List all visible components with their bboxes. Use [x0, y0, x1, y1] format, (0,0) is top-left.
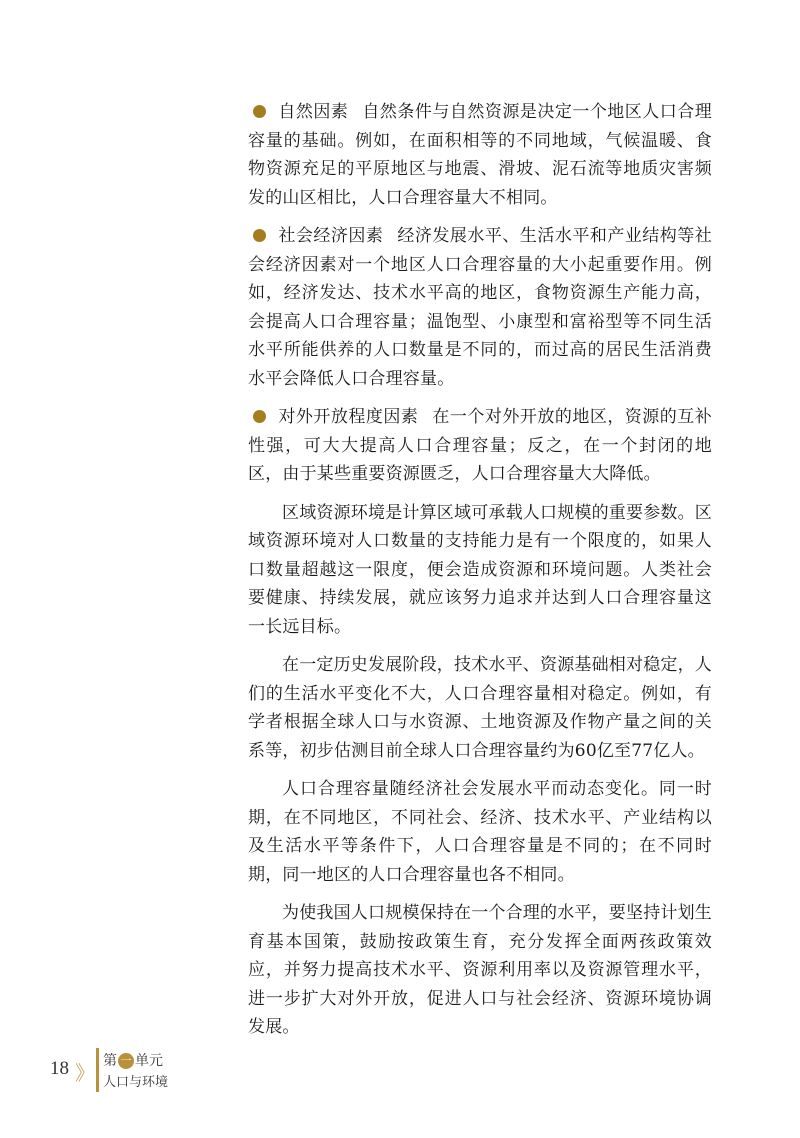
unit-suffix: 单元 — [135, 1053, 163, 1069]
bullet-paragraph-openness — [248, 403, 712, 489]
page-footer — [50, 1048, 250, 1092]
unit-prefix: 第 — [103, 1053, 117, 1069]
body-paragraph: 区域资源环境是计算区域可承载人口规模的重要参数。区域资源环境对人口数量的支持能力是有一个限度的，如果人口数量超越这一限度，便会造成资源和环境问题。人类社会要健康、持续发展，就应该努力追求并达到人口合理容量这一长远目标。 — [248, 502, 712, 637]
bullet-dot-icon — [253, 410, 266, 423]
page-body — [248, 98, 712, 1052]
footer-divider — [96, 1048, 99, 1092]
bullet-text: 在一个对外开放的地区，资源的互补性强，可大大提高人口合理容量；反之，在一个封闭的地区，由于某些重要资源匮乏，人口合理容量大大降低。 — [248, 407, 712, 484]
bullet-text: 经济发展水平、生活水平和产业结构等社会经济因素对一个地区人口合理容量的大小起重要作用。例如，经济发达、技术水平高的地区，食物资源生产能力高，会提高人口合理容量；温饱型、小康型和富裕型等不同生活水平所能供养的人口数量是不同的，而过高的居民生活消费水平会降低人口合理容量。 — [248, 226, 712, 389]
bullet-term: 社会经济因素 — [278, 226, 384, 246]
unit-label — [103, 1050, 163, 1070]
bullet-paragraph-socioeconomic — [248, 222, 712, 393]
page-number: 18 — [50, 1058, 69, 1079]
body-paragraph: 在一定历史发展阶段，技术水平、资源基础相对稳定，人们的生活水平变化不大，人口合理容量相对稳定。例如，有学者根据全球人口与水资源、土地资源及作物产量之间的关系等，初步估测目前全球人口合理容量约为60亿至77亿人。 — [248, 655, 712, 761]
unit-number-badge: 一 — [118, 1053, 134, 1069]
bullet-dot-icon — [253, 229, 266, 242]
bullet-term: 对外开放程度因素 — [278, 407, 419, 427]
bullet-term: 自然因素 — [278, 102, 349, 122]
unit-title: 人口与环境 — [103, 1075, 169, 1090]
bullet-text: 自然条件与自然资源是决定一个地区人口合理容量的基础。例如，在面积相等的不同地域，气候温暖、食物资源充足的平原地区与地震、滑坡、泥石流等地质灾害频发的山区相比，人口合理容量大不相同。 — [248, 102, 712, 208]
bullet-paragraph-natural — [248, 98, 712, 212]
bullet-dot-icon — [253, 105, 266, 118]
body-paragraph: 为使我国人口规模保持在一个合理的水平，要坚持计划生育基本国策，鼓励按政策生育，充分发挥全面两孩政策效应，并努力提高技术水平、资源利用率以及资源管理水平，进一步扩大对外开放，促进人口与社会经济、资源环境协调发展。 — [248, 903, 712, 1037]
body-paragraph: 人口合理容量随经济社会发展水平而动态变化。同一时期，在不同地区，不同社会、经济、技术水平、产业结构以及生活水平等条件下，人口合理容量是不同的；在不同时期，同一地区的人口合理容量也各不相同。 — [248, 779, 712, 885]
double-chevron-icon: 》 — [75, 1061, 89, 1085]
